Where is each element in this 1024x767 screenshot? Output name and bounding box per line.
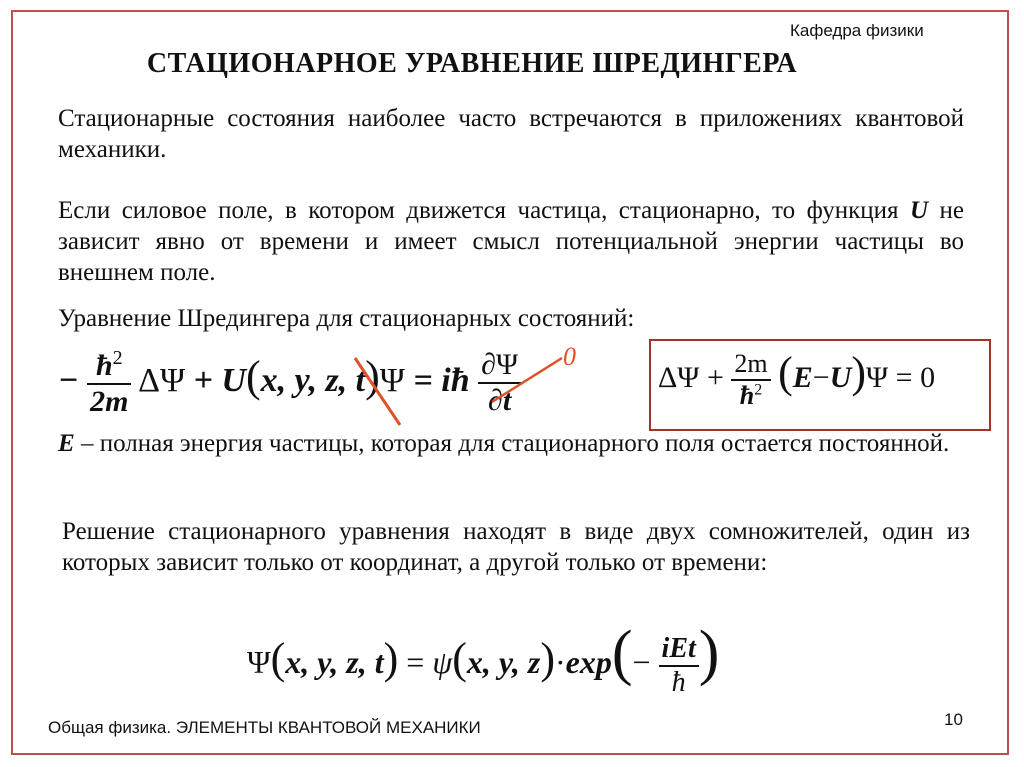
paragraph-solution: Решение стационарного уравнения находят в виде двух сомножителей, один из которых зависит только от координат, а другой только от времени: (62, 518, 970, 576)
arguments-xyz: x, y, z (466, 644, 541, 680)
footer-course: Общая физика. ЭЛЕМЕНТЫ КВАНТОВОЙ МЕХАНИКИ (48, 718, 481, 737)
symbol-u: U (829, 361, 852, 394)
open-paren: ( (611, 619, 633, 687)
hbar-symbol: ħ (739, 381, 755, 411)
paragraph-intro: Стационарные состояния наиболее часто встречаются в приложениях квантовой механики. (58, 105, 964, 163)
symbol-e: E (792, 361, 813, 394)
open-paren: ( (270, 634, 286, 683)
psi: Ψ (247, 644, 271, 680)
d-psi: ∂Ψ (478, 348, 521, 384)
paragraph-force-field (58, 195, 964, 288)
eq-minus: − (58, 361, 79, 399)
paragraph-text: не зависит явно от времени и имеет смысл потенциальной энергии частицы во внешнем поле. (58, 197, 965, 286)
exponent: 2 (754, 381, 763, 399)
two-m: 2m (90, 385, 129, 418)
paragraph-energy (58, 428, 964, 459)
eq-minus: − (812, 361, 830, 394)
i-hbar: iħ (441, 361, 470, 399)
page-number: 10 (944, 710, 963, 729)
equation-separation (247, 618, 719, 699)
d-t: ∂t (488, 384, 512, 417)
close-paren: ) (365, 351, 380, 401)
exponent: 2 (112, 347, 123, 369)
eq-equals: = (413, 361, 433, 399)
zero-annotation: 0 (563, 342, 576, 371)
paragraph-text: Если силовое поле, в котором движется частица, стационарно, то функция (58, 197, 910, 224)
iet: iEt (659, 633, 699, 667)
open-paren: ( (452, 634, 467, 683)
slide-title: СТАЦИОНАРНОЕ УРАВНЕНИЕ ШРЕДИНГЕРА (146, 48, 798, 79)
equation-stationary (658, 347, 935, 411)
strike-line-dpsi (492, 358, 562, 402)
hbar-symbol: ħ (671, 666, 686, 698)
paragraph-equation-intro: Уравнение Шредингера для стационарных состояний: (58, 305, 635, 332)
strike-marks (340, 340, 570, 430)
fraction-2m-hbar (731, 349, 770, 411)
department-label: Кафедра физики (790, 21, 924, 40)
close-paren: ) (698, 619, 720, 687)
symbol-u: U (909, 197, 929, 224)
eq-plus: + (193, 361, 213, 399)
small-psi: ψ (432, 644, 453, 680)
hbar-symbol: ħ (95, 349, 113, 382)
arguments-xyzt: x, y, z, t (285, 644, 384, 680)
close-paren: ) (540, 634, 555, 683)
multiply-dot: · (554, 644, 566, 680)
eq-equals: = (406, 644, 425, 680)
close-paren: ) (383, 634, 399, 683)
open-paren: ( (245, 351, 261, 401)
symbol-e: E (58, 430, 75, 457)
laplace-psi: ΔΨ (138, 361, 186, 399)
symbol-u: U (221, 361, 246, 399)
arguments-xyzt: x, y, z, t (260, 361, 366, 399)
eq-minus: − (632, 644, 651, 680)
strike-line-t (355, 358, 400, 425)
eq-plus: + (706, 361, 724, 394)
exp-function: exp (565, 644, 612, 680)
two-m: 2m (731, 349, 770, 381)
fraction-iet-hbar (659, 633, 699, 699)
close-paren: ) (851, 348, 867, 397)
paragraph-text: – полная энергия частицы, которая для стационарного поля остается постоянной. (74, 430, 950, 457)
open-paren: ( (778, 348, 793, 397)
laplace-psi: ΔΨ (658, 361, 700, 394)
fraction-hbar-2m (87, 347, 131, 419)
psi: Ψ (379, 361, 405, 399)
psi-equals-zero: Ψ = 0 (866, 361, 936, 394)
